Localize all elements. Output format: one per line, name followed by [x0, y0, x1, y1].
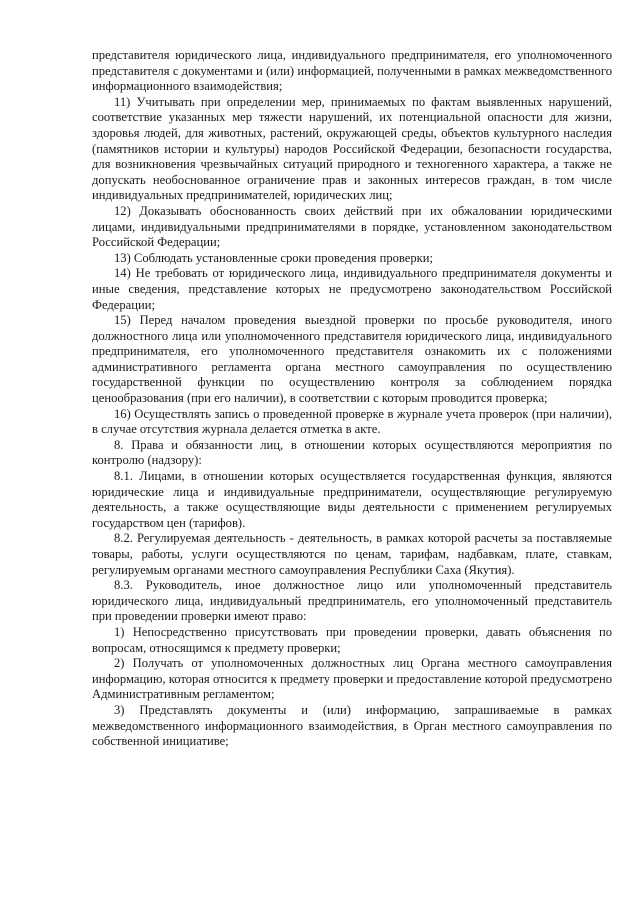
- paragraph-item-16: 16) Осуществлять запись о проведенной проверке в журнале учета проверок (при наличии), в случае отсутствия журнала делается отметка в акте.: [92, 406, 612, 437]
- paragraph-section-8-1: 8.1. Лицами, в отношении которых осуществляется государственная функция, являются юридические лица и индивидуальные предприниматели, осуществляющие регулируемую деятельность, а также осуществляющие виды деятельности с применением регулируемых государством цен (тарифов).: [92, 469, 612, 530]
- paragraph-continuation: представителя юридического лица, индивидуального предпринимателя, его уполномоченного представителя с документами и (или) информацией, полученными в рамках межведомственного информационного взаимодействия;: [92, 48, 612, 94]
- paragraph-section-8: 8. Права и обязанности лиц, в отношении которых осуществляются мероприятия по контролю (надзору):: [92, 437, 612, 468]
- paragraph-item-12: 12) Доказывать обоснованность своих действий при их обжаловании юридическими лицами, индивидуальными предпринимателями в порядке, установленном законодательством Российской Федерации;: [92, 203, 612, 250]
- document-page: [92, 48, 612, 750]
- paragraph-section-8-2: 8.2. Регулируемая деятельность - деятельность, в рамках которой расчеты за поставляемые товары, работы, услуги осуществляются по ценам, тарифам, надбавкам, плате, ставкам, регулируемым органами местного самоуправления Республики Саха (Якутия).: [92, 531, 612, 577]
- paragraph-item-13: 13) Соблюдать установленные сроки проведения проверки;: [114, 250, 434, 265]
- paragraph-section-8-3: 8.3. Руководитель, иное должностное лицо или уполномоченный представитель юридического лица, индивидуальный предприниматель, его уполномоченный представитель при проведении проверки имеют право:: [92, 578, 612, 624]
- paragraph-item-11: 11) Учитывать при определении мер, принимаемых по фактам выявленных нарушений, соответствие указанных мер тяжести нарушений, их потенциальной опасности для жизни, здоровья людей, для животных, растений, окружающей среды, объектов культурного наследия (памятников истории и культуры) народов Российской Федерации, безопасности государства, для возникновения чрезвычайных ситуаций природного и техногенного характера, а также не допускать необоснованное ограничение прав и законных интересов граждан, в том числе индивидуальных предпринимателей, юридических лиц;: [92, 94, 612, 203]
- paragraph-right-3: 3) Представлять документы и (или) информацию, запрашиваемые в рамках межведомственного информационного взаимодействия, в Орган местного самоуправления по собственной инициативе;: [92, 702, 612, 749]
- paragraph-item-14: 14) Не требовать от юридического лица, индивидуального предпринимателя документы и иные сведения, представление которых не предусмотрено законодательством Российской Федерации;: [92, 266, 612, 312]
- paragraph-right-1: 1) Непосредственно присутствовать при проведении проверки, давать объяснения по вопросам, относящимся к предмету проверки;: [92, 624, 612, 655]
- paragraph-right-2: 2) Получать от уполномоченных должностных лиц Органа местного самоуправления информацию, которая относится к предмету проверки и предоставление которой предусмотрено Административным регламентом;: [92, 656, 612, 702]
- paragraph-item-15: 15) Перед началом проведения выездной проверки по просьбе руководителя, иного должностного лица или уполномоченного представителя юридического лица, индивидуального предпринимателя, его уполномоченного представителя ознакомить их с положениями административного регламента органа местного самоуправления по осуществлению государственной функции по осуществлению контроля за соблюдением порядка ценообразования (при его наличии), в соответствии с которым проводится проверка;: [92, 313, 612, 406]
